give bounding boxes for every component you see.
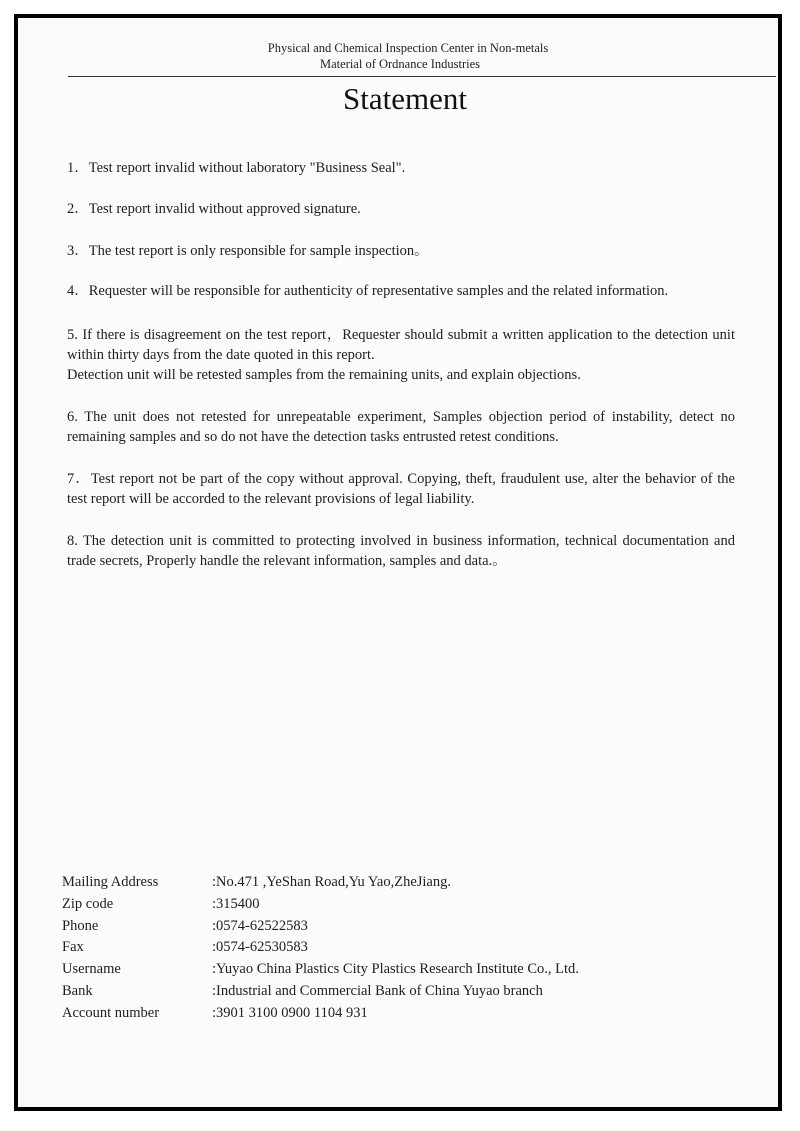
statement-text: 8. The detection unit is committed to protecting involved in business information, technical documentation and trade secrets, Properly handle the relevant information, samples and data.。	[67, 533, 735, 569]
contact-value: :315400	[212, 895, 260, 912]
statement-item-2	[67, 199, 735, 219]
contact-value: :Yuyao China Plastics City Plastics Research Institute Co., Ltd.	[212, 961, 579, 978]
statement-text: 7．Test report not be part of the copy without approval. Copying, theft, fraudulent use, alter the behavior of the test report will be accorded to the relevant provisions of legal liability.	[67, 471, 735, 507]
contact-label: Zip code	[62, 895, 114, 912]
statement-item-4	[67, 281, 735, 301]
contact-value: :0574-62530583	[212, 939, 308, 956]
statement-text: 2．Test report invalid without approved signature.	[67, 201, 361, 217]
contact-row-bank	[62, 981, 682, 1003]
statement-text: 4．Requester will be responsible for authenticity of representative samples and the related information.	[67, 283, 669, 299]
contact-row-fax	[62, 937, 682, 959]
contact-value: :3901 3100 0900 1104 931	[212, 1004, 368, 1021]
contact-row-phone	[62, 916, 682, 938]
contact-label: Username	[62, 961, 121, 978]
contact-value: :Industrial and Commercial Bank of China Yuyao branch	[212, 982, 543, 999]
contact-value: :0574-62522583	[212, 917, 308, 934]
statement-text-continued: Detection unit will be retested samples from the remaining units, and explain objections.	[67, 367, 581, 383]
statement-item-6	[67, 407, 735, 447]
page-title: Statement	[343, 81, 467, 116]
contact-row-account-number	[62, 1003, 682, 1025]
statement-item-5	[67, 325, 735, 385]
contact-value: :No.471 ,YeShan Road,Yu Yao,ZheJiang.	[212, 874, 451, 890]
contact-info	[62, 872, 682, 1025]
header-organization-line-2: Material of Ordnance Industries	[319, 57, 480, 71]
statement-item-1	[67, 158, 735, 178]
contact-label: Fax	[62, 939, 84, 956]
contact-row-mailing-address	[62, 872, 682, 894]
statement-text: 5. If there is disagreement on the test report，Requester should submit a written application to the detection unit within thirty days from the date quoted in this report.	[67, 327, 735, 363]
statement-text: 3．The test report is only responsible for sample inspection。	[67, 243, 429, 259]
header-divider	[68, 76, 776, 77]
contact-label: Phone	[62, 917, 99, 934]
statement-item-8	[67, 531, 735, 571]
statement-item-7	[67, 469, 735, 509]
statement-text: 1．Test report invalid without laboratory "Business Seal".	[67, 160, 406, 176]
document-header	[0, 40, 800, 72]
contact-row-username	[62, 959, 682, 981]
contact-label: Account number	[62, 1004, 160, 1021]
contact-label: Mailing Address	[62, 874, 159, 890]
statement-text: 6. The unit does not retested for unrepeatable experiment, Samples objection period of instability, detect no remaining samples and so do not have the detection tasks entrusted retest conditions.	[67, 409, 735, 445]
contact-label: Bank	[62, 982, 93, 999]
header-organization-line-1: Physical and Chemical Inspection Center in Non-metals	[267, 41, 549, 55]
statement-list	[67, 158, 735, 571]
contact-row-zip-code	[62, 894, 682, 916]
statement-item-3	[67, 241, 735, 261]
